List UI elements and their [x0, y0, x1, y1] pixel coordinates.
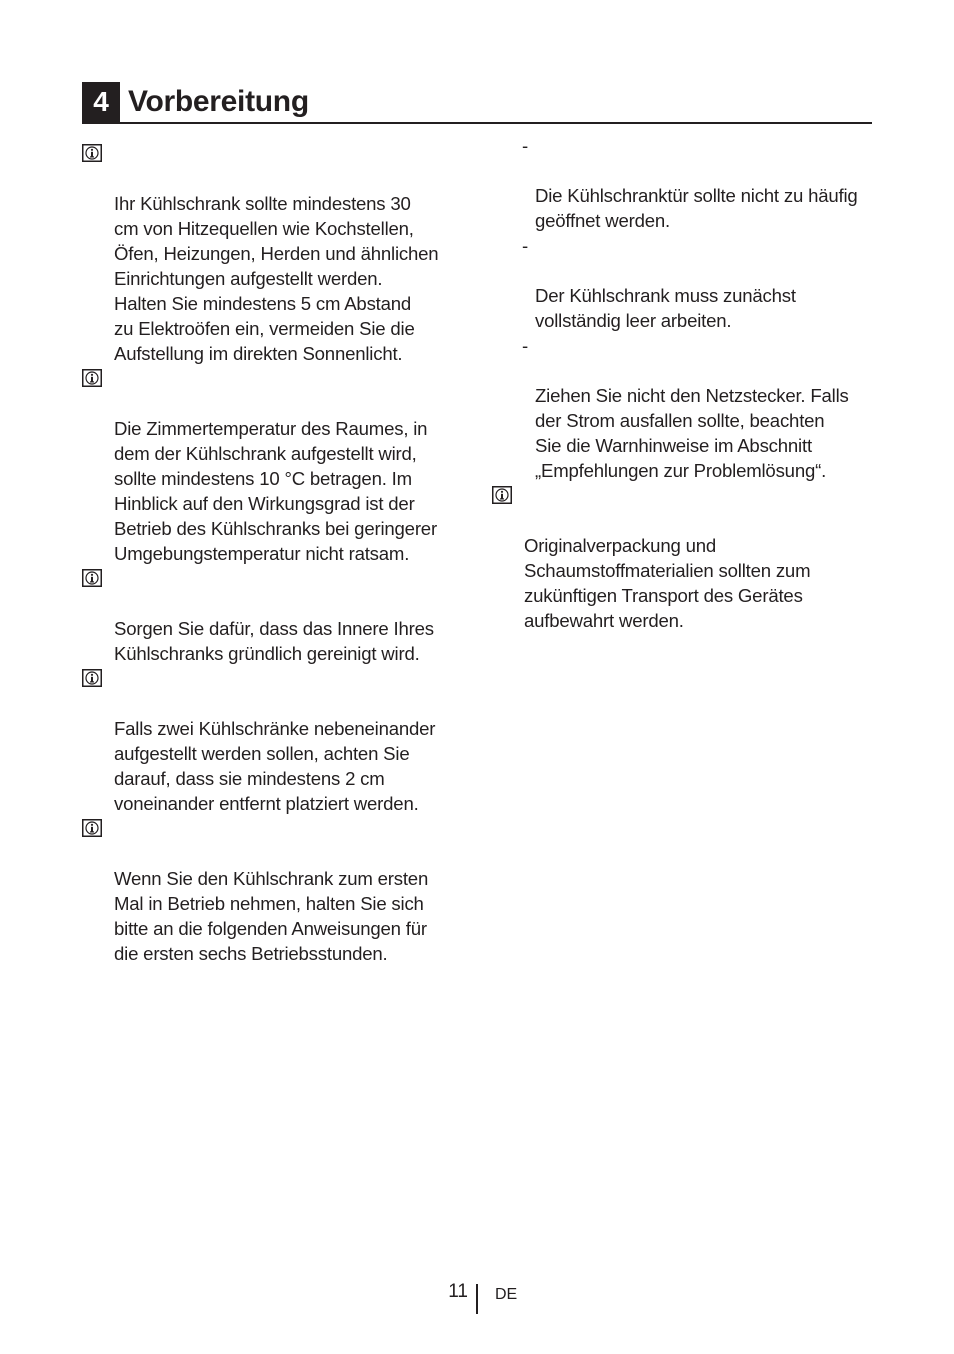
note-text: Falls zwei Kühlschränke nebeneinander aufgestellt werden sollen, achten Sie darauf, dass sie mindestens 2 cm voneinander entfernt platziert werden. — [114, 718, 436, 814]
dash-marker: - — [522, 235, 528, 256]
footer-divider — [476, 1284, 478, 1314]
dash-list-item — [492, 333, 882, 483]
info-note — [82, 566, 462, 666]
info-icon — [492, 486, 512, 504]
info-note — [492, 483, 882, 633]
heading-rule — [82, 122, 872, 124]
dash-item-text: Der Kühlschrank muss zunächst vollständig leer arbeiten. — [535, 285, 796, 331]
note-text: Die Zimmertemperatur des Raumes, in dem der Kühlschrank aufgestellt wird, sollte mindestens 10 °C betragen. Im Hinblick auf den Wirkungsgrad ist der Betrieb des Kühlschranks bei geringerer Umgebungstemperatur nicht ratsam. — [114, 418, 437, 564]
info-note — [82, 666, 462, 816]
info-icon — [82, 569, 102, 587]
note-text: Ihr Kühlschrank sollte mindestens 30 cm von Hitzequellen wie Kochstellen, Öfen, Heizungen, Herden und ähnlichen Einrichtungen aufgestellt werden. Halten Sie mindestens 5 cm Abstand zu Elektroöfen ein, vermeiden Sie die Aufstellung im direkten Sonnenlicht. — [114, 193, 439, 364]
note-text: Wenn Sie den Kühlschrank zum ersten Mal in Betrieb nehmen, halten Sie sich bitte an die folgenden Anweisungen für die ersten sechs Betriebsstunden. — [114, 868, 429, 964]
dash-list-item — [492, 133, 882, 233]
info-note — [82, 141, 462, 366]
right-column — [492, 133, 882, 633]
page-number: 11 — [448, 1281, 468, 1302]
note-text: Originalverpackung und Schaumstoffmaterialien sollten zum zukünftigen Transport des Gerätes aufbewahrt werden. — [524, 535, 811, 631]
info-icon — [82, 819, 102, 837]
note-text: Sorgen Sie dafür, dass das Innere Ihres Kühlschranks gründlich gereinigt wird. — [114, 618, 434, 664]
info-icon — [82, 669, 102, 687]
left-column — [82, 141, 462, 966]
info-note — [82, 366, 462, 566]
dash-item-text: Die Kühlschranktür sollte nicht zu häufig geöffnet werden. — [535, 185, 858, 231]
section-number: 4 — [82, 82, 120, 122]
dash-item-text: Ziehen Sie nicht den Netzstecker. Falls der Strom ausfallen sollte, beachten Sie die Warnhinweise im Abschnitt „Empfehlungen zur Problemlösung“. — [535, 385, 849, 481]
info-icon — [82, 144, 102, 162]
dash-marker: - — [522, 335, 528, 356]
info-note — [82, 816, 462, 966]
section-heading — [82, 82, 309, 122]
language-code: DE — [495, 1286, 518, 1303]
section-title: Vorbereitung — [128, 85, 309, 118]
dash-marker: - — [522, 135, 528, 156]
dash-list-item — [492, 233, 882, 333]
info-icon — [82, 369, 102, 387]
